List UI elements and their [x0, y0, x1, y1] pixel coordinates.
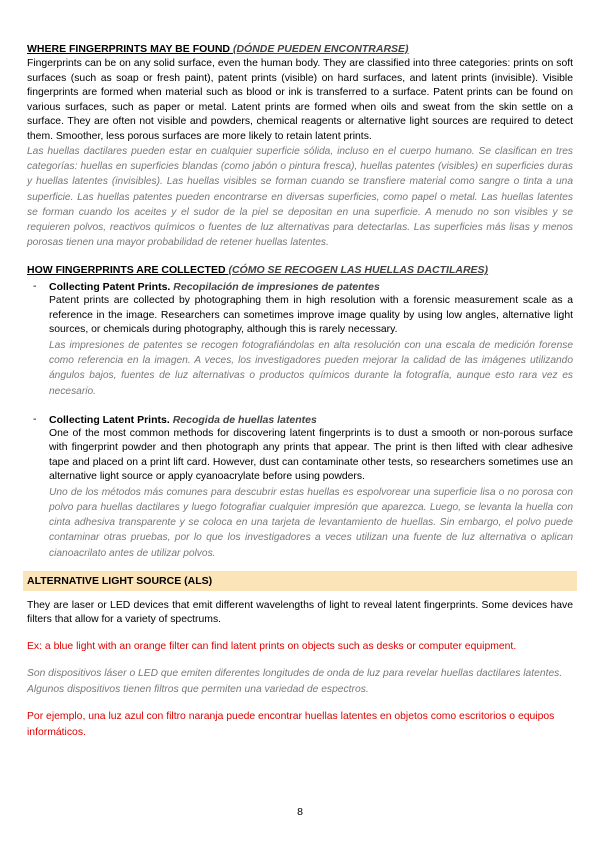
section-heading	[27, 43, 573, 55]
item-text-es: Las impresiones de patentes se recogen fotografiándolas en alta resolución con una escala de medición forense como referencia en la imagen. A veces, los investigadores pueden mejorar la calidad de las imágenes utilizando ángulos bajos, fuentes de luz alternativas o productos químicos durante la fotografía, aunque esto rara vez es necesario.	[49, 339, 573, 397]
page-number: 8	[297, 806, 303, 818]
item-title	[49, 280, 573, 294]
list-item	[27, 413, 573, 561]
paragraph-en: They are laser or LED devices that emit different wavelengths of light to reveal latent fingerprints. Some devices have filters that allow for a variety of spectrums.	[27, 599, 573, 626]
example-en: Ex: a blue light with an orange filter can find latent prints on objects such as desks or computer equipment.	[27, 640, 517, 652]
section-how-collected	[27, 264, 573, 560]
item-title-es: Recogida de huellas latentes	[172, 413, 317, 426]
section-heading	[27, 264, 573, 276]
section-where-found	[27, 43, 573, 250]
paragraph-en: Fingerprints can be on any solid surface, even the human body. They are classified into three categories: prints on soft surfaces (such as soap or fresh paint), patent prints (visible) on hard surfaces, and latent prints (invisible). Visible fingerprints are formed when material such as blood or ink is transferred to a surface. Patent prints can be found on various surfaces, such as paper or metal. Latent prints are formed when oils and sweat from the skin settle on a surface. They are often not visible and powders, chemical reagents or alternative light sources are required to detect them. Smoother, less porous surfaces are more likely to retain latent prints.	[27, 58, 573, 142]
section-als	[27, 571, 573, 741]
document-page	[27, 43, 573, 741]
heading-es: (CÓMO SE RECOGEN LAS HUELLAS DACTILARES)	[228, 264, 489, 277]
item-title-en: Collecting Patent Prints.	[49, 281, 171, 294]
paragraph-es: Las huellas dactilares pueden estar en cualquier superficie sólida, incluso en el cuerpo humano. Se clasifican en tres categorías: huellas en superficies blandas (como jabón o pintura fresca), huellas patentes (visibles) en superficies duras y huellas latentes (invisibles). Las huellas visibles se forman cuando se transfiere material como sangre o tinta a una superficie. Las huellas patentes pueden encontrarse en diversas superficies, como papel o metal. Las huellas latentes se forman cuando los aceites y el sudor de la piel se depositan en una superficie. A menudo no son visibles y se requieren polvos, reactivos químicos o fuentes de luz alternativas para detectarlas. Las superficies más lisas y menos porosas tienen una mayor probabilidad de retener huellas latentes.	[27, 146, 573, 249]
item-title-en: Collecting Latent Prints.	[49, 413, 170, 426]
item-text-en: One of the most common methods for discovering latent fingerprints is to dust a smooth or non-porous surface with fingerprint powder and then photograph any prints that appear. The print is then lifted with clear adhesive tape and placed on a print lift card. However, dust can contaminate other tests, so researchers sometimes use an alternative light source or apply cyanoacrylate before using powders.	[49, 427, 573, 483]
item-text-en: Patent prints are collected by photographing them in high resolution with a forensic measurement scale as a reference in the image. Researchers can sometimes improve image quality by using low angles, alternative light sources, or chemicals during photography, although this is rarely necessary.	[49, 295, 573, 336]
example-es: Por ejemplo, una luz azul con filtro naranja puede encontrar huellas latentes en objetos como escritorios o equipos informáticos.	[27, 710, 555, 738]
heading-en: WHERE FINGERPRINTS MAY BE FOUND	[27, 43, 231, 55]
item-title-es: Recopilación de impresiones de patentes	[173, 281, 380, 294]
bullet-dash: -	[33, 412, 37, 425]
heading-es: (DÓNDE PUEDEN ENCONTRARSE)	[232, 43, 409, 55]
section-heading-band: ALTERNATIVE LIGHT SOURCE (ALS)	[23, 571, 577, 591]
heading-en: HOW FINGERPRINTS ARE COLLECTED	[27, 264, 226, 277]
item-title	[49, 413, 573, 427]
bullet-dash: -	[33, 280, 37, 293]
paragraph-es: Son dispositivos láser o LED que emiten diferentes longitudes de onda de luz para revelar huellas dactilares latentes. Algunos dispositivos tienen filtros que permiten una variedad de espectros.	[27, 667, 563, 695]
list-item	[27, 280, 573, 398]
item-text-es: Uno de los métodos más comunes para descubrir estas huellas es espolvorear una superficie lisa o no porosa con polvo para huellas dactilares y luego fotografiar cualquier impresión que aparezca. Luego, se levanta la huella con cinta adhesiva transparente y se coloca en una tarjeta de levantamiento de huellas. Sin embargo, el polvo puede contaminar otras pruebas, por lo que los investigadores a veces utilizan una fuente de luz alternativa o aplican cianoacrilato antes de utilizar polvos.	[49, 486, 573, 559]
